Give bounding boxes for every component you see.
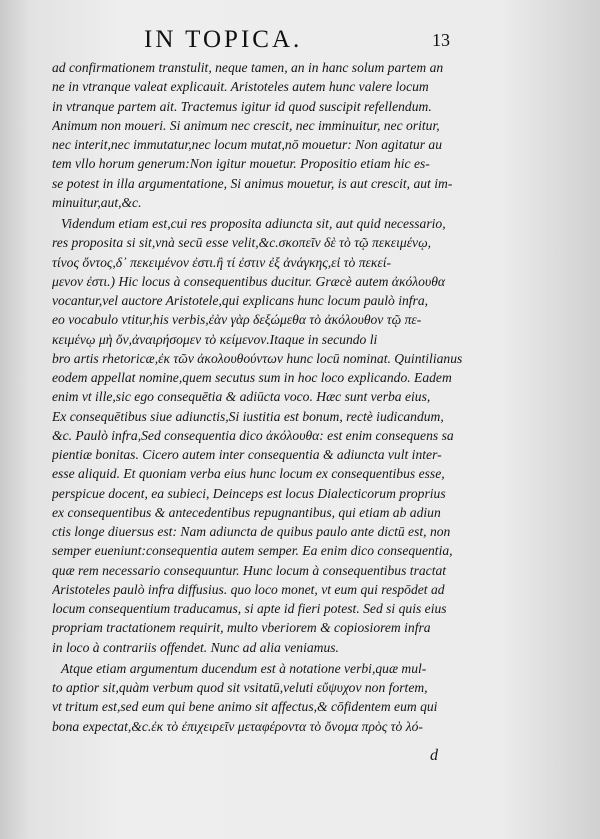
text-line: bro artis rhetoricæ,ἐκ τῶν ἀκολουθούντων hunc locū nominat. Quintilianus (52, 350, 463, 366)
text-line: enim vt ille,sic ego consequētia & adiūcta voco. Hæc sunt verba eius, (52, 389, 431, 405)
text-line: semper eueniunt:consequentia autem semper. Ea enim dico consequentia, (52, 543, 453, 559)
text-line: τίνος ὄντος,δ᾽ πεκειμένον ἐστι.ἢ τί ἐστιν ἐξ ἀνάγκης,εἰ τὸ πεκεί- (52, 254, 392, 270)
text-line: ad confirmationem transtulit, neque tamen, an in hanc solum partem an (52, 60, 444, 75)
page-number: 13 (432, 30, 450, 50)
page-header (0, 26, 600, 56)
text-line: quæ rem necessario consequuntur. Hunc locum à consequentibus tractat (52, 562, 447, 578)
text-line: κειμένῳ μὴ ὄν,ἀναιρήσομεν τὸ κείμενον.Itaque in secundo li (52, 331, 378, 347)
text-line: nec interit,nec immutatur,nec locum mutat,nō mouetur: Non agitatur au (52, 137, 443, 152)
running-title: IN TOPICA. (144, 26, 303, 53)
text-line: se potest in illa argumentatione, Si animus mouetur, is aut crescit, aut im- (52, 175, 453, 191)
text-line: Atque etiam argumentum ducendum est à notatione verbi,quæ mul- (61, 660, 427, 676)
text-line: eo vocabulo vtitur,his verbis,ἐὰν γὰρ δεξώμεθα τὸ ἀκόλουθον τῷ πε- (52, 312, 422, 328)
body-text (52, 58, 564, 736)
text-line: esse aliquid. Et quoniam verba eius hunc locum ex consequentibus esse, (52, 466, 445, 482)
text-line: propriam tractationem requirit, multo vberiorem & copiosiorem infra (52, 620, 431, 636)
text-line: res proposita si sit,vnà secū esse velit,&c.σκοπεῖν δὲ τὸ τῷ πεκειμένῳ, (52, 235, 432, 251)
paragraph-1 (52, 58, 564, 212)
text-line: Videndum etiam est,cui res proposita adiuncta sit, aut quid necessario, (61, 216, 446, 231)
text-line: Aristoteles paulò infra diffusius. quo loco monet, vt eum qui respōdet ad (52, 581, 445, 597)
paragraph-2 (52, 214, 564, 657)
text-line: ctis longe diuersus est: Nam adiuncta de quibus paulo ante dictū est, non (52, 524, 451, 539)
text-line: Ex consequētibus siue adiunctis,Si iustitia est bonum, rectè iudicandum, (52, 408, 444, 424)
text-line: eodem appellat nomine,quem secutus sum in hoc loco explicando. Eadem (52, 370, 452, 385)
text-line: in loco à contrariis offendet. Nunc ad alia veniamus. (52, 639, 339, 655)
text-line: to aptior sit,quàm verbum quod sit vsitatū,veluti εὔψυχον non fortem, (52, 680, 428, 695)
text-line: μενον ἐστι.) Hic locus à consequentibus ducitur. Græcè autem ἀκόλουθα (52, 273, 446, 289)
paragraph-3 (52, 659, 564, 736)
text-line: vocantur,vel auctore Aristotele,qui explicans hunc locum paulò infra, (52, 293, 429, 308)
text-line: ne in vtranque valeat explicauit. Aristoteles autem hunc valere locum (52, 79, 429, 95)
text-line: vt tritum est,sed eum qui bene animo sit affectus,& cōfidentem eum qui (52, 699, 438, 715)
text-line: locum consequentium traducamus, si apte id fieri potest. Sed si quis eius (52, 601, 447, 616)
text-line: &c. Paulò infra,Sed consequentia dico ἀκόλουθα: est enim consequens sa (52, 427, 454, 443)
text-line: tem vllo horum generum:Non igitur mouetur. Propositio etiam hic es- (52, 156, 430, 172)
text-line: minuitur,aut,&c. (52, 194, 142, 210)
text-line: Animum non moueri. Si animum nec crescit, nec imminuitur, nec oritur, (52, 117, 440, 133)
text-line: perspicue docent, ea subieci, Deinceps est locus Dialecticorum proprius (52, 485, 446, 501)
text-line: in vtranque partem ait. Tractemus igitur id quod suscipit refellendum. (52, 98, 432, 114)
text-line: ex consequentibus & antecedentibus repugnantibus, qui etiam ab adiun (52, 504, 441, 520)
text-line: bona expectat,&c.ἐκ τὸ ἐπιχειρεῖν μεταφέροντα τὸ ὄνομα πρὸς τὸ λό- (52, 718, 423, 734)
text-line: pientiæ bonitas. Cicero autem inter consequentia & adiuncta vult inter- (52, 447, 442, 462)
catchword: d (430, 747, 438, 764)
